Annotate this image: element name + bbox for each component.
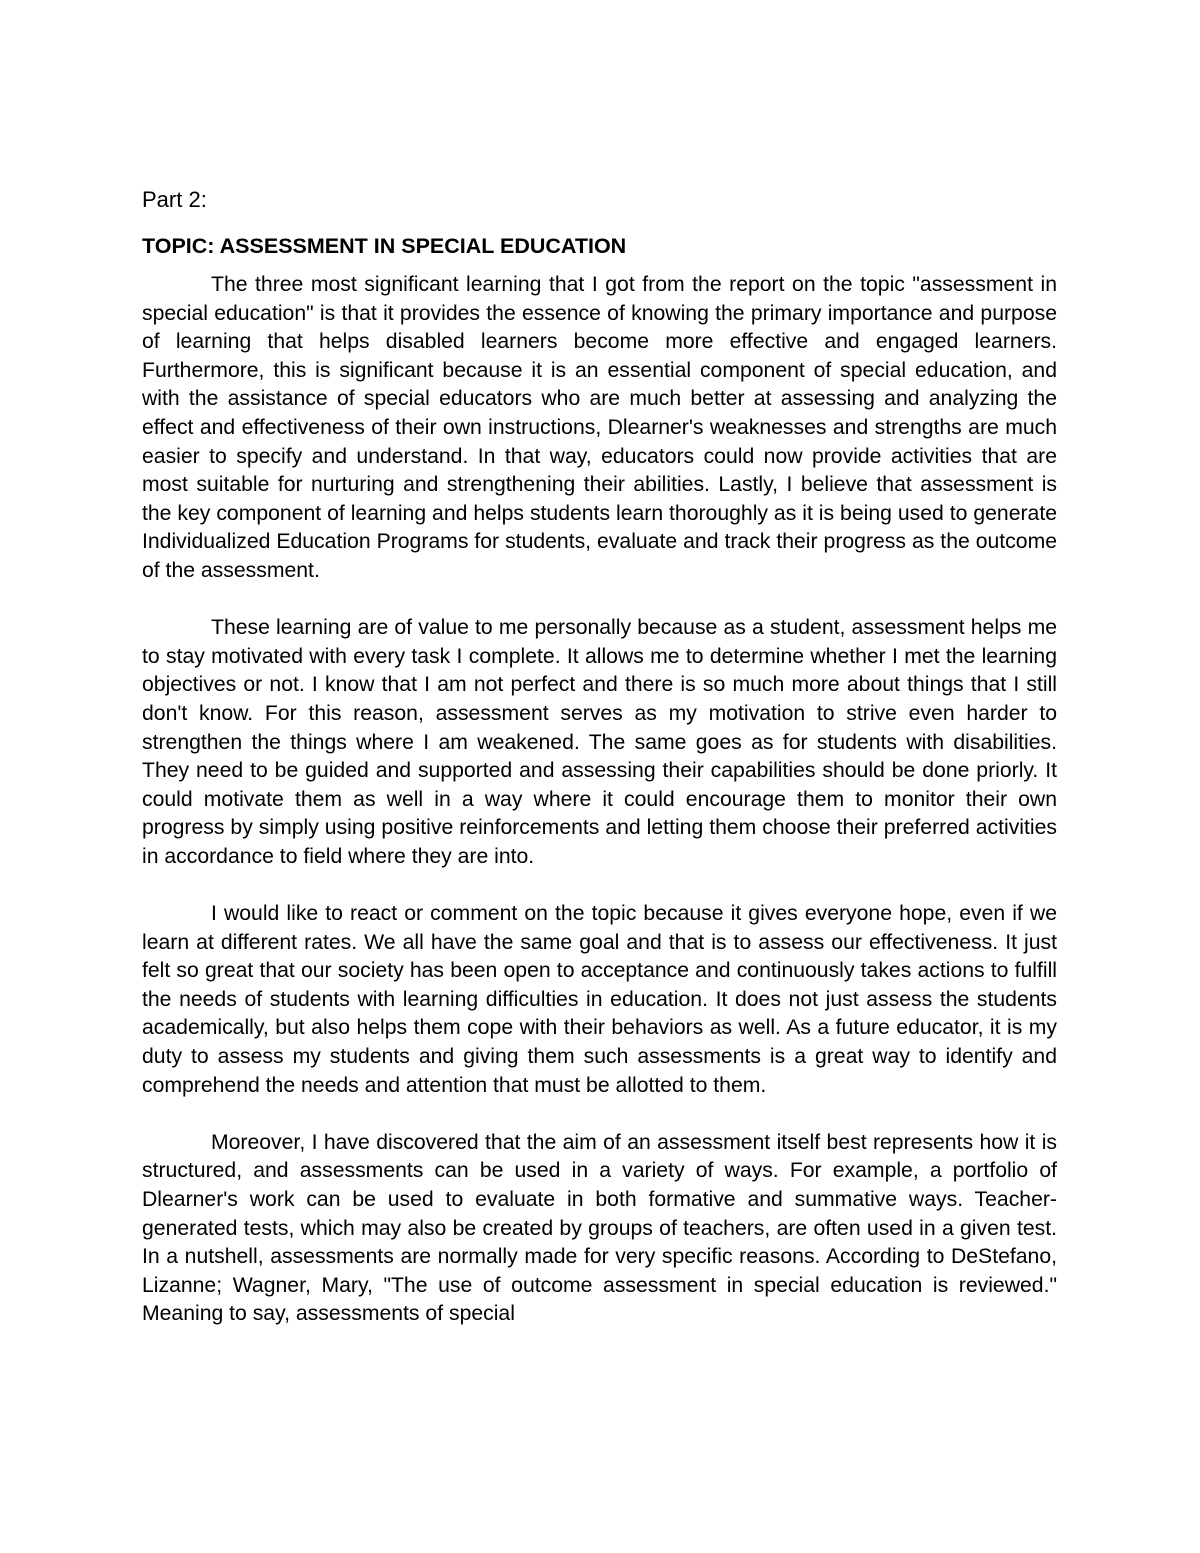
paragraph-1: The three most significant learning that I got from the report on the topic "assessment in special education" is that it provides the essence of knowing the primary importance and purpose of learning that helps disabled learners become more effective and engaged learners. Furthermore, this is significant because it is an essential component of special education, and with the assistance of special educators who are much better at assessing and analyzing the effect and effectiveness of their own instructions, Dlearner's weaknesses and strengths are much easier to specify and understand. In that way, educators could now provide activities that are most suitable for nurturing and strengthening their abilities. Lastly, I believe that assessment is the key component of learning and helps students learn thoroughly as it is being used to generate Individualized Education Programs for students, evaluate and track their progress as the outcome of the assessment. bbox=[142, 273, 1057, 582]
part-label: Part 2: bbox=[142, 187, 207, 212]
paragraph-3: I would like to react or comment on the topic because it gives everyone hope, even if we learn at different rates. We all have the same goal and that is to assess our effectiveness. It just felt so great that our society has been open to acceptance and continuously takes actions to fulfill the needs of students with learning difficulties in education. It does not just assess the students academically, but also helps them cope with their behaviors as well. As a future educator, it is my duty to assess my students and giving them such assessments is a great way to identify and comprehend the needs and attention that must be allotted to them. bbox=[142, 902, 1057, 1097]
topic-heading: TOPIC: ASSESSMENT IN SPECIAL EDUCATION bbox=[142, 234, 627, 258]
paragraph-4: Moreover, I have discovered that the aim of an assessment itself best represents how it is structured, and assessments can be used in a variety of ways. For example, a portfolio of Dlearner's work can be used to evaluate in both formative and summative ways. Teacher-generated tests, which may also be created by groups of teachers, are often used in a given test. In a nutshell, assessments are normally made for very specific reasons. According to DeStefano, Lizanne; Wagner, Mary, "The use of outcome assessment in special education is reviewed." Meaning to say, assessments of special bbox=[142, 1130, 1057, 1326]
paragraph-2: These learning are of value to me personally because as a student, assessment helps me to stay motivated with every task I complete. It allows me to determine whether I met the learning objectives or not. I know that I am not perfect and there is so much more about things that I still don't know. For this reason, assessment serves as my motivation to strive even harder to strengthen the things where I am weakened. The same goes as for students with disabilities. They need to be guided and supported and assessing their capabilities should be done priorly. It could motivate them as well in a way where it could encourage them to monitor their own progress by simply using positive reinforcements and letting them choose their preferred activities in accordance to field where they are into. bbox=[142, 616, 1057, 868]
document-body bbox=[142, 186, 1057, 1358]
